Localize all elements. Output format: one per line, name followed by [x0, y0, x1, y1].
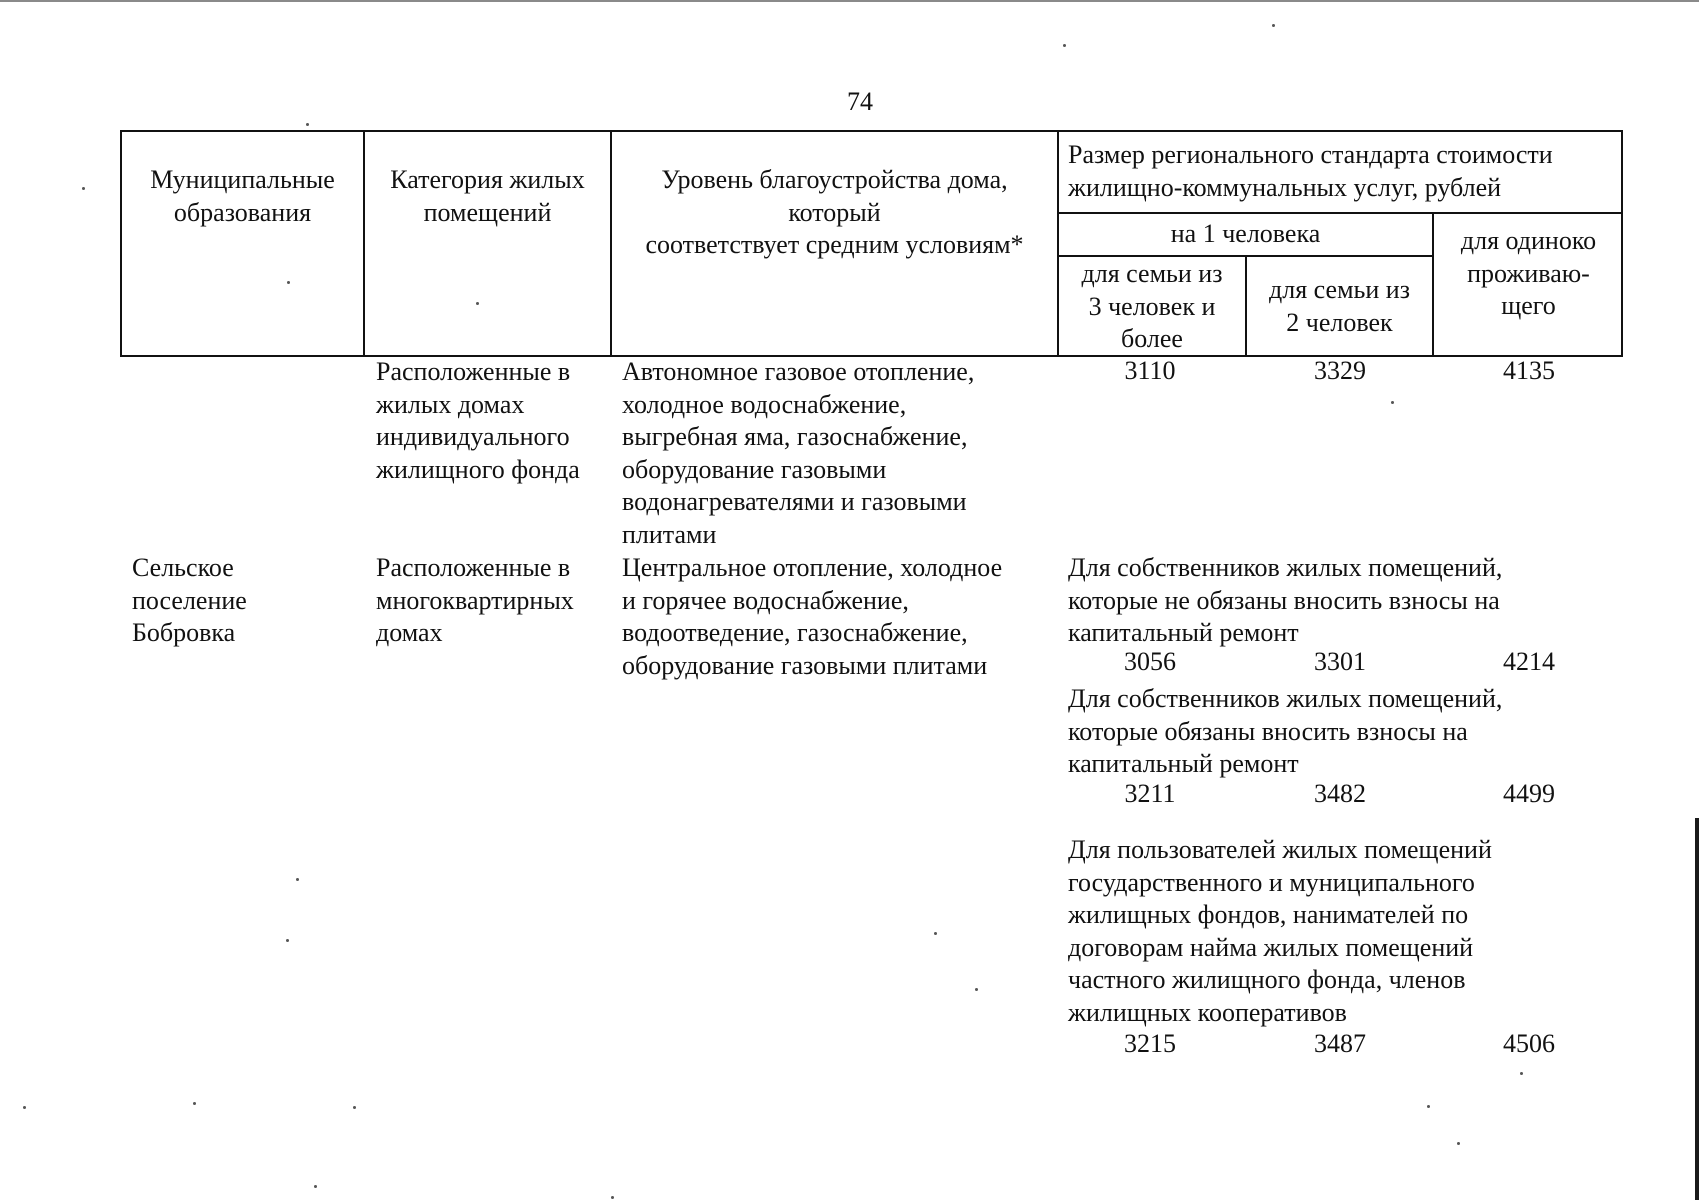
row2-group3-value-family3: 3215 [1124, 1029, 1176, 1058]
row1-value-family2: 3329 [1314, 356, 1366, 385]
row1-value-family3: 3110 [1124, 356, 1176, 385]
header-per-person: на 1 человека [1170, 219, 1321, 248]
scan-speck [306, 123, 309, 126]
scan-edge-right [1695, 818, 1699, 1200]
scan-speck [1063, 44, 1066, 47]
scan-speck [1427, 1105, 1430, 1108]
row1-category: Расположенные в жилых домах индивидуального жилищного фонда [376, 357, 580, 484]
page-number: 74 [847, 87, 873, 116]
row2-group2-value-family2: 3482 [1314, 779, 1366, 808]
row2-level: Центральное отопление, холодное и горячее водоснабжение, водоотведение, газоснабжение, оборудование газовыми плитами [622, 553, 1003, 680]
scan-speck [353, 1106, 356, 1109]
row2-municipal: Сельское поселение Бобровка [132, 553, 247, 647]
scan-speck [975, 988, 978, 991]
scan-speck [314, 1185, 317, 1188]
row2-group2-value-single: 4499 [1503, 779, 1555, 808]
row1-level: Автономное газовое отопление, холодное водоснабжение, выгребная яма, газоснабжение, оборудование газовыми водонагревателями и газовыми плитами [622, 357, 975, 549]
header-municipal: Муниципальные образования [150, 165, 335, 227]
scan-speck [1457, 1142, 1460, 1145]
scan-speck [1391, 401, 1394, 404]
scan-speck [934, 932, 937, 935]
row2-group1-value-single: 4214 [1503, 647, 1555, 676]
row2-group3-value-single: 4506 [1503, 1029, 1555, 1058]
header-level: Уровень благоустройства дома, который соответствует средним условиям* [645, 165, 1024, 259]
header-single: для одиноко проживаю- щего [1460, 226, 1597, 320]
row2-group1-label: Для собственников жилых помещений, которые не обязаны вносить взносы на капитальный ремонт [1068, 553, 1503, 647]
scan-speck [82, 187, 85, 190]
scan-speck [296, 878, 299, 881]
header-standard: Размер регионального стандарта стоимости жилищно-коммунальных услуг, рублей [1068, 140, 1553, 202]
header-rule-standard [1057, 212, 1623, 214]
row2-group2-label: Для собственников жилых помещений, которые обязаны вносить взносы на капитальный ремонт [1068, 684, 1503, 778]
header-family2: для семьи из 2 человек [1269, 275, 1410, 337]
row2-group3-value-family2: 3487 [1314, 1029, 1366, 1058]
scan-speck [23, 1106, 26, 1109]
scan-speck [1520, 1072, 1523, 1075]
row2-group2-value-family3: 3211 [1124, 779, 1176, 808]
scan-speck [193, 1102, 196, 1105]
header-category: Категория жилых помещений [390, 165, 585, 227]
scan-speck [1272, 24, 1275, 27]
row2-group1-value-family3: 3056 [1124, 647, 1176, 676]
scan-speck [287, 281, 290, 284]
row1-value-single: 4135 [1503, 356, 1555, 385]
header-family3: для семьи из 3 человек и более [1081, 259, 1223, 353]
scan-edge-top [0, 0, 1699, 2]
scan-speck [286, 939, 289, 942]
scan-speck [611, 1196, 614, 1199]
scan-speck [476, 302, 479, 305]
row2-group3-label: Для пользователей жилых помещений государственного и муниципального жилищных фондов, нанимателей по договорам найма жилых помещений частного жилищного фонда, членов жилищных кооперативов [1068, 835, 1492, 1027]
row2-group1-value-family2: 3301 [1314, 647, 1366, 676]
row2-category: Расположенные в многоквартирных домах [376, 553, 574, 647]
